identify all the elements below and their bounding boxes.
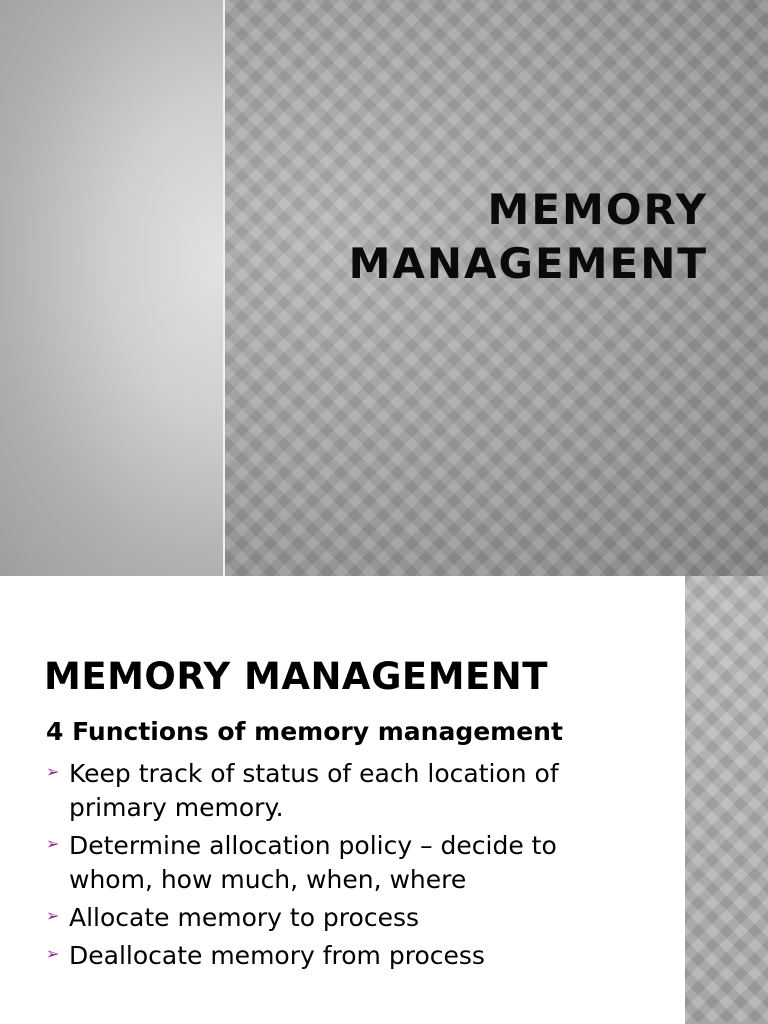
list-item [46,939,646,973]
bullet-list [46,757,646,977]
list-item-text: Allocate memory to process [69,903,419,932]
content-subheading: 4 Functions of memory management [46,717,563,746]
arrow-bullet-icon: ➢ [46,944,60,963]
arrow-bullet-icon: ➢ [46,762,60,781]
list-item-text: Determine allocation policy – decide to whom, how much, when, where [69,831,557,894]
title-line-2: MANAGEMENT [348,239,708,288]
left-gradient-panel [0,0,223,576]
title-slide-heading [349,183,708,291]
content-slide-title: MEMORY MANAGEMENT [44,655,549,698]
content-slide [0,576,768,1024]
arrow-bullet-icon: ➢ [46,906,60,925]
right-patterned-strip [685,576,768,1024]
title-line-1: MEMORY [487,185,708,234]
list-item [46,901,646,935]
list-item [46,829,646,897]
list-item [46,757,646,825]
arrow-bullet-icon: ➢ [46,834,60,853]
list-item-text: Deallocate memory from process [69,941,485,970]
list-item-text: Keep track of status of each location of primary memory. [69,759,559,822]
